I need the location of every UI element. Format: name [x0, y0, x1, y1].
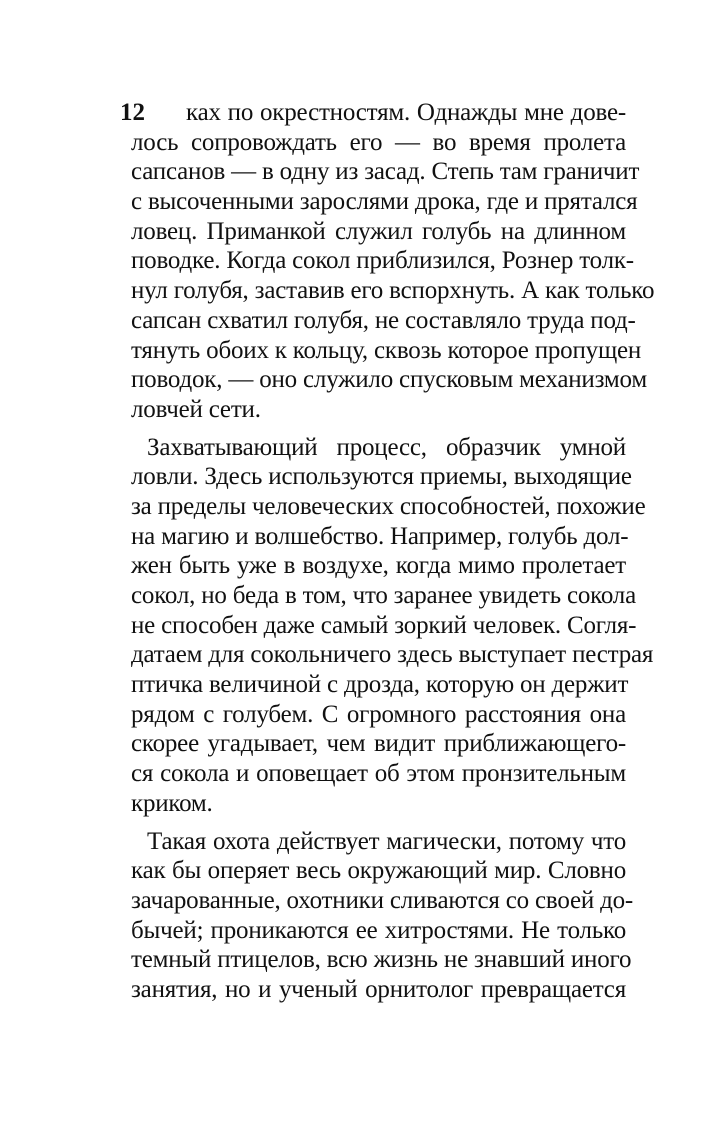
page-number: 12: [120, 99, 145, 126]
text-line: ках по окрестностям. Однажды мне дове-: [186, 99, 626, 126]
text-line: за пределы человеческих способностей, похожие: [131, 492, 646, 520]
text-line: поводке. Когда сокол приблизился, Рознер толк-: [131, 247, 634, 275]
paragraph-gap: [131, 425, 626, 433]
text-line: жен быть уже в воздухе, когда мимо пролетает: [131, 552, 626, 580]
text-line: датаем для сокольничего здесь выступает пестрая: [131, 641, 654, 669]
text-line: ловли. Здесь используются приемы, выходящие: [131, 463, 632, 491]
text-line: не способен даже самый зоркий человек. Согля-: [131, 611, 637, 639]
text-line: поводок, — оно служило спусковым механизмом: [131, 366, 647, 394]
paragraph-gap: [131, 819, 626, 827]
text-line: тянуть обоих к кольцу, сквозь которое пропущен: [131, 336, 642, 364]
text-line: птичка величиной с дрозда, которую он держит: [131, 671, 629, 699]
text-line: ся сокола и оповещает об этом пронзительным: [131, 760, 626, 788]
text-line: сокол, но беда в том, что заранее увидеть сокола: [131, 582, 636, 609]
text-line: лось сопровождать его — во время пролета: [131, 128, 626, 156]
text-line: криком.: [131, 789, 213, 817]
text-line: нул голубя, заставив его вспорхнуть. А как только: [131, 277, 655, 305]
text-line: темный птицелов, всю жизнь не знавший иного: [131, 946, 632, 974]
text-line: сапсан схватил голубя, не составляло труда под-: [131, 306, 636, 334]
text-line: Такая охота действует магически, потому что: [147, 827, 626, 855]
text-line: скорее угадывает, чем видит приближающего-: [131, 730, 626, 758]
paragraph: [131, 98, 655, 425]
text-line: зачарованные, охотники сливаются со своей до-: [131, 886, 634, 914]
paragraph: [131, 827, 634, 1005]
text-line: как бы оперяет весь окружающий мир. Словно: [131, 857, 626, 885]
text-line: ловец. Приманкой служил голубь на длинном: [131, 217, 626, 245]
paragraph: [131, 433, 654, 819]
text-line: рядом с голубем. С огромного расстояния она: [131, 700, 626, 728]
text-line: сапсанов — в одну из засад. Степь там граничит: [131, 158, 640, 186]
text-line: занятия, но и ученый орнитолог превращается: [131, 975, 626, 1003]
text-line: ловчей сети.: [131, 395, 261, 423]
text-line: бычей; проникаются ее хитростями. Не только: [131, 916, 626, 944]
body-text: [131, 98, 655, 1005]
text-line: на магию и волшебство. Например, голубь дол-: [131, 522, 629, 550]
text-line: Захватывающий процесс, образчик умной: [147, 433, 626, 461]
text-line: с высоченными зарослями дрока, где и прятался: [131, 188, 638, 216]
